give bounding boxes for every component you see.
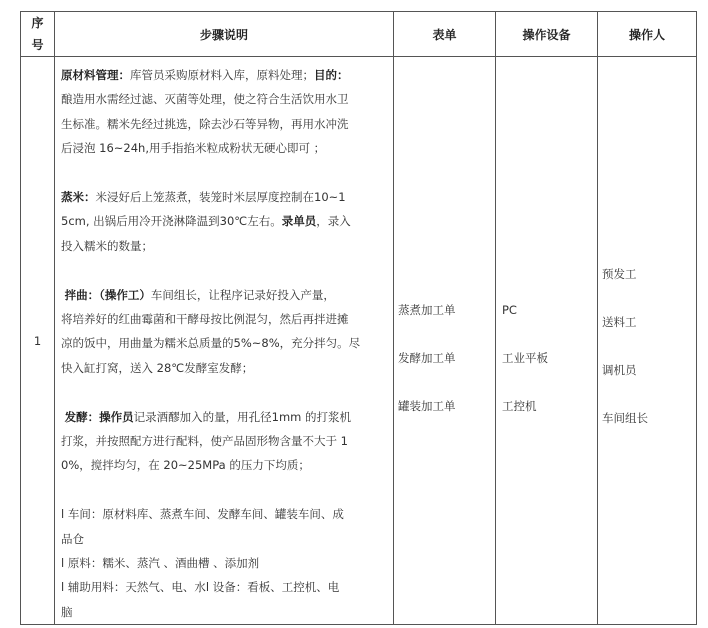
operator-item: 调机员 <box>602 362 637 377</box>
step-mixing-line2: 将培养好的红曲霉菌和干酵母按比例混匀，然后再拌进摊 <box>61 312 349 327</box>
operator-item: 送料工 <box>602 314 637 329</box>
step-mixing-label: 拌曲：（操作工） <box>64 287 151 302</box>
header-forms: 表单 <box>394 12 496 57</box>
step-fermenting-line2: 打浆，并按照配方进行配料，使产品固形物含量不大于 1 <box>61 434 348 449</box>
header-seq-line1: 序 <box>31 16 44 30</box>
form-item: 罐装加工单 <box>398 398 456 413</box>
step-materials <box>61 63 389 161</box>
equipment-item: PC <box>502 302 517 317</box>
summary-aux-materials-cont: 脑 <box>61 604 73 619</box>
step-steaming-line1: 蒸米：米浸好后上笼蒸煮，装笼时米层厚度控制在10~1 <box>61 190 346 205</box>
step-materials-line2: 酿造用水需经过滤、灭菌等处理，使之符合生活饮用水卫 <box>61 92 349 107</box>
header-seq-line2: 号 <box>31 38 44 52</box>
step-summary <box>61 502 389 624</box>
step-steaming-line2: 5cm, 出锅后用冷开浇淋降温到30℃左右。录单员，录入 <box>61 214 351 229</box>
step-fermenting-line3: 0%，搅拌均匀，在 20~25MPa 的压力下均质； <box>61 458 310 473</box>
operators-cell <box>598 57 697 625</box>
step-materials-label: 原材料管理： <box>61 68 130 82</box>
step-mixing-line4: 快入缸打窝，送入 28℃发酵室发酵； <box>61 360 254 375</box>
step-fermenting <box>61 405 389 478</box>
steps-cell <box>55 57 394 625</box>
summary-workshops-cont: 品仓 <box>61 531 84 546</box>
header-seq <box>21 12 55 57</box>
step-purpose-label: 目的： <box>314 68 349 82</box>
summary-aux-materials: l 辅助用料：天然气、电、水l 设备：看板、工控机、电 <box>61 580 340 595</box>
step-fermenting-line1: 发酵：操作员记录酒醪加入的量，用孔径1mm 的打浆机 <box>64 409 352 424</box>
step-recorder-label: 录单员 <box>281 214 317 229</box>
step-materials-line3: 生标准。糯米先经过挑选，除去沙石等异物，再用水冲洗 <box>61 116 349 131</box>
step-mixing-line3: 凉的饭中，用曲量为糯米总质量的5%~8%，充分拌匀。尽 <box>61 336 361 351</box>
forms-cell <box>394 57 496 625</box>
step-steaming-label: 蒸米： <box>61 190 96 205</box>
header-row <box>21 12 697 57</box>
equipment-cell <box>496 57 598 625</box>
row-seq: 1 <box>21 57 55 625</box>
step-steaming-line3: 投入糯米的数量； <box>61 238 153 253</box>
step-mixing <box>61 283 389 381</box>
equipment-item: 工控机 <box>502 398 537 413</box>
form-item: 发酵加工单 <box>398 350 456 365</box>
step-materials-line4: 后浸泡 16~24h,用手指掐米粒成粉状无硬心即可 ； <box>61 141 326 156</box>
header-equipment: 操作设备 <box>496 12 598 57</box>
equipment-item: 工业平板 <box>502 350 548 365</box>
table-row <box>21 57 697 625</box>
operator-item: 车间组长 <box>602 410 648 425</box>
summary-materials: l 原料：糯米、蒸汽 、酒曲槽 、添加剂 <box>61 556 260 571</box>
step-fermenting-label: 发酵： <box>64 409 100 424</box>
step-mixing-line1: 拌曲：（操作工）车间组长，让程序记录好投入产量， <box>64 287 335 302</box>
operator-item: 预发工 <box>602 266 637 281</box>
summary-workshops: l 车间：原材料库、蒸煮车间、发酵车间、罐装车间、成 <box>61 507 344 522</box>
form-item: 蒸煮加工单 <box>398 302 456 317</box>
step-materials-line1: 原材料管理：库管员采购原材料入库，原料处理；目的： <box>61 68 349 82</box>
process-table <box>20 11 697 625</box>
header-operator: 操作人 <box>598 12 697 57</box>
step-steaming <box>61 185 389 258</box>
header-steps: 步骤说明 <box>55 12 394 57</box>
step-operator-label: 操作员 <box>99 409 134 424</box>
